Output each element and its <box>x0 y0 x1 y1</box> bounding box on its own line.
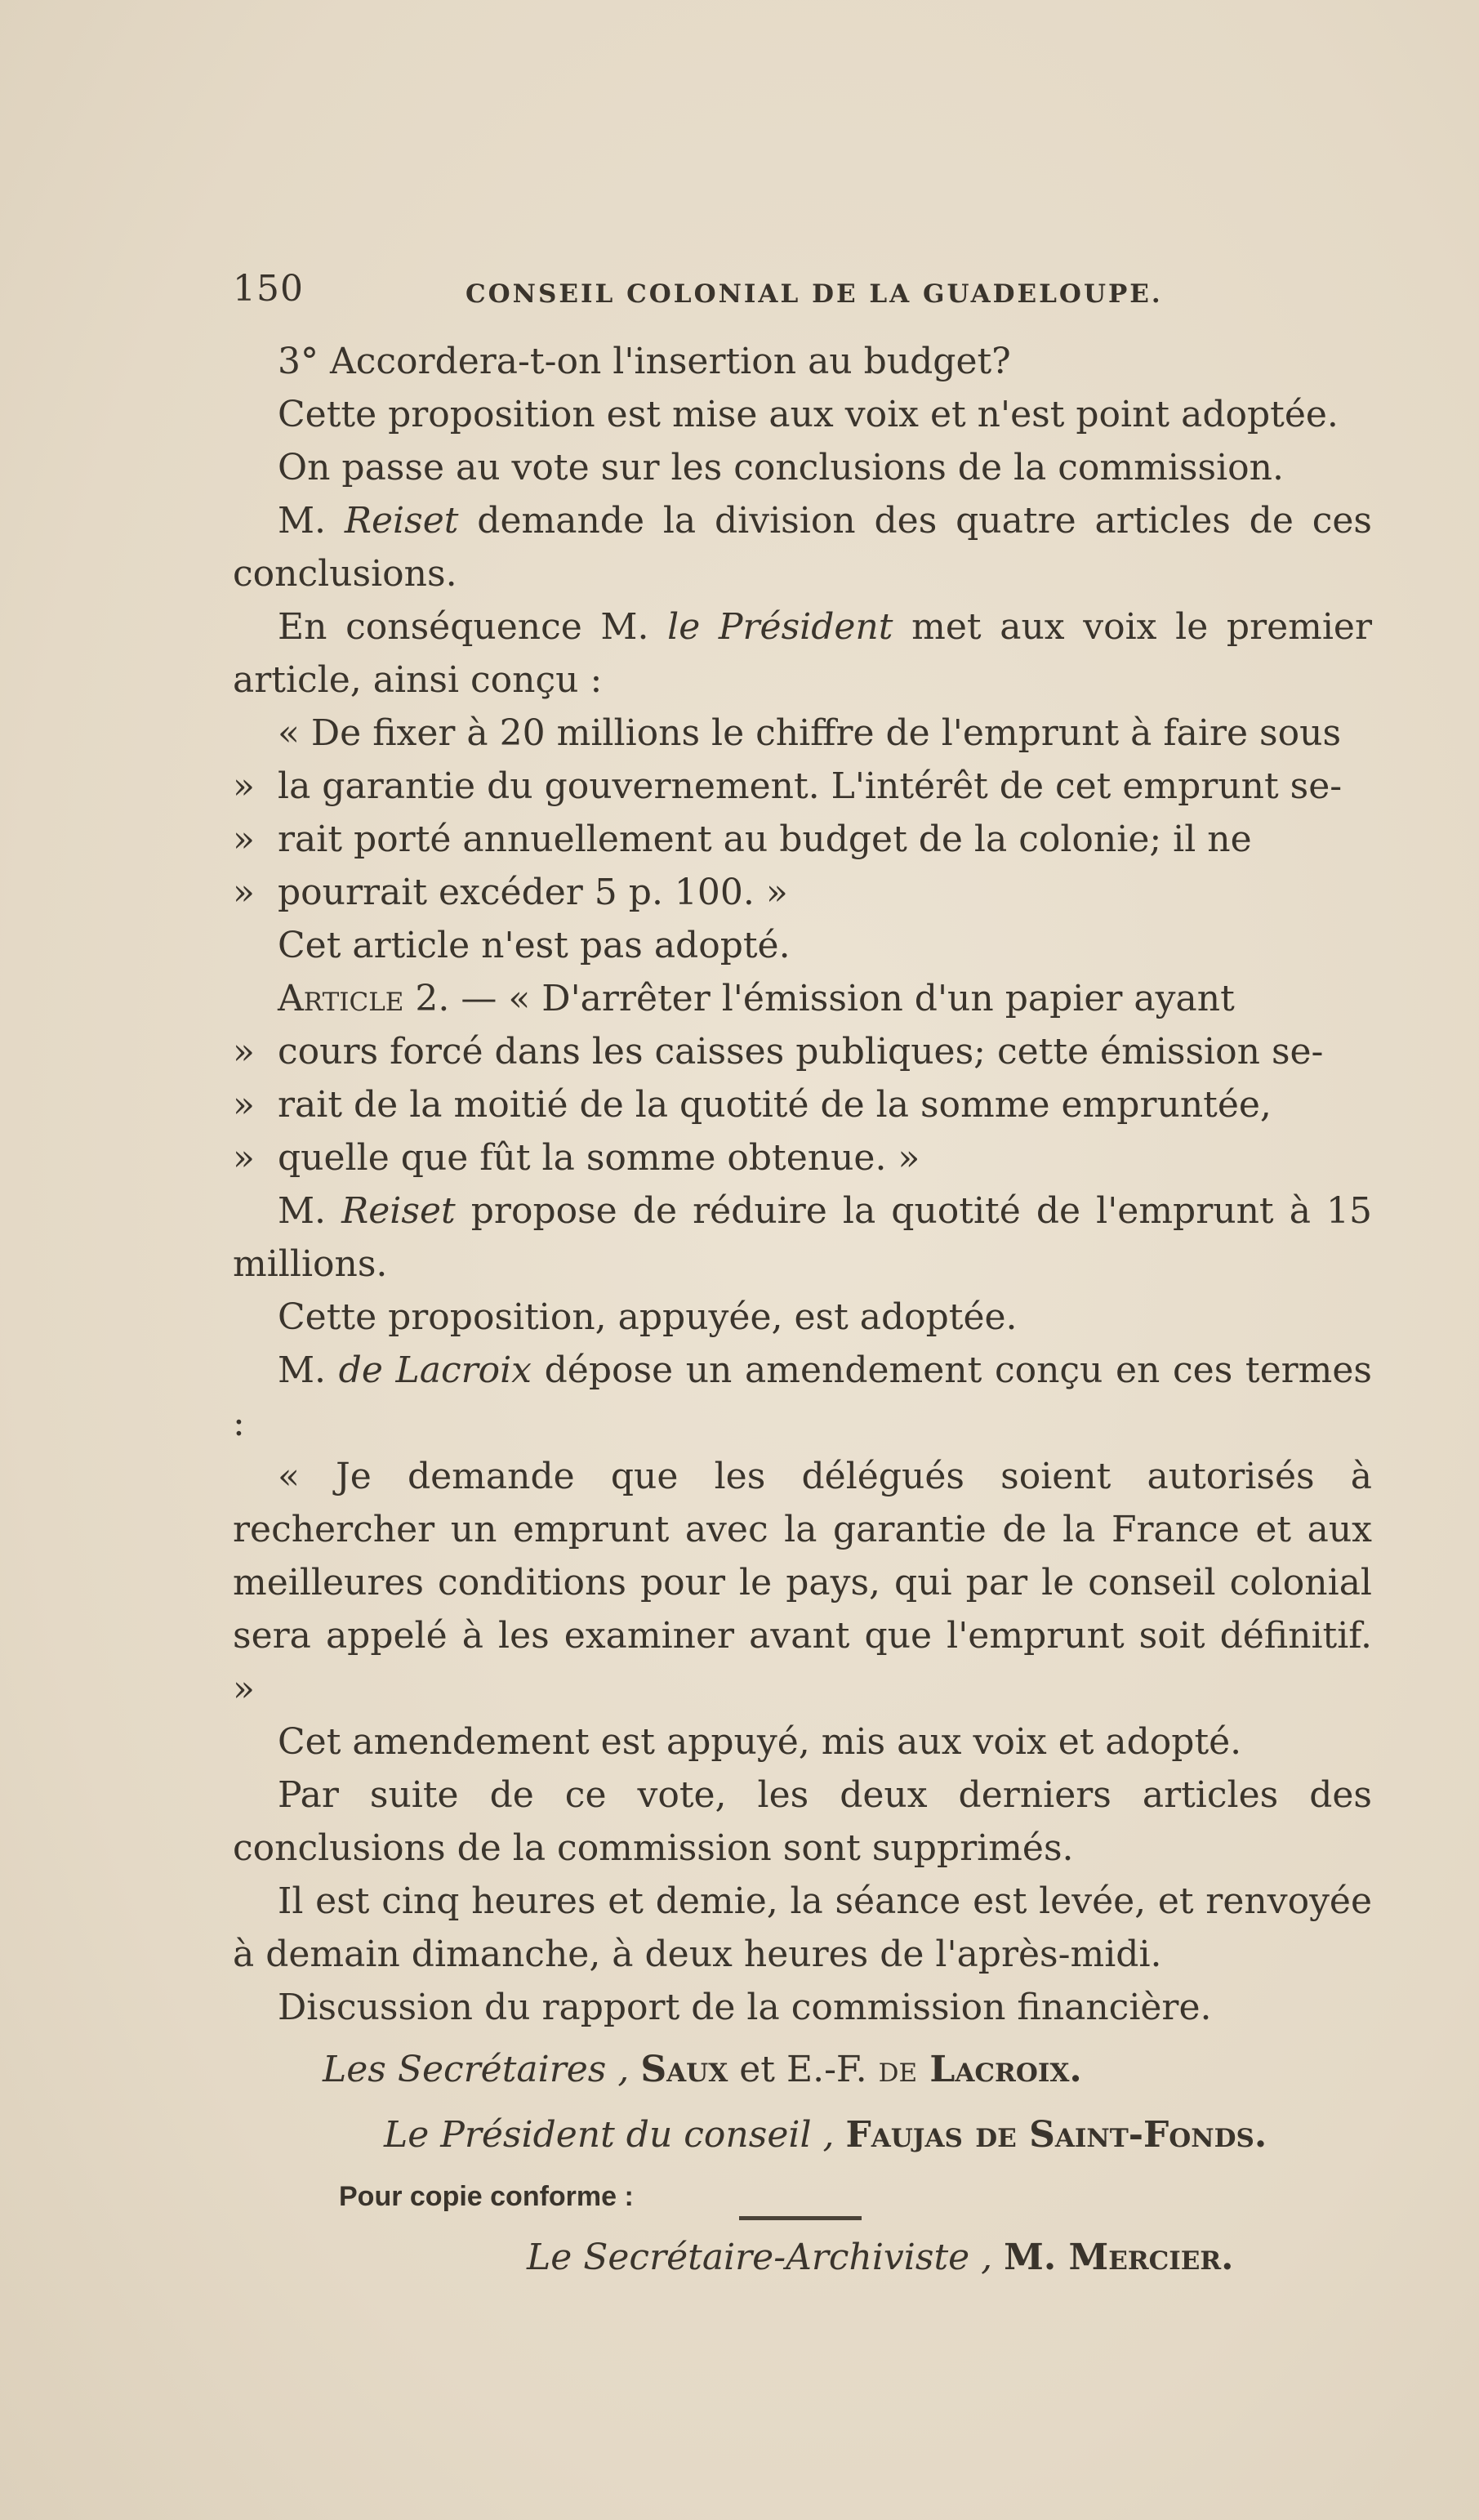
paragraph: Cette proposition est mise aux voix et n'est point adoptée. <box>278 394 1339 435</box>
quote-line: » rait porté annuellement au budget de la colonie; il ne <box>233 813 1372 866</box>
paragraph: M. Reiset propose de réduire la quotité de l'emprunt à 15 millions. <box>233 1190 1372 1285</box>
quote-line: » rait de la moitié de la quotité de la somme empruntée, <box>233 1078 1372 1131</box>
copy-statement: Pour copie conforme : <box>339 2181 634 2212</box>
closing-rule <box>739 2216 862 2220</box>
quote-article-1 <box>233 707 1372 919</box>
guillemet-marker: » <box>233 1031 255 1073</box>
page-body <box>233 335 1372 2290</box>
guillemet-marker: » <box>233 818 255 860</box>
guillemet-marker: » <box>233 765 255 807</box>
quote-line: « De fixer à 20 millions le chiffre de l'emprunt à faire sous <box>278 712 1342 754</box>
guillemet-marker: » <box>233 1084 255 1126</box>
paragraph: Cette proposition, appuyée, est adoptée. <box>278 1296 1018 1338</box>
page-number: 150 <box>233 268 304 310</box>
guillemet-marker: » <box>233 1137 255 1179</box>
paragraph: Discussion du rapport de la commission financière. <box>278 1987 1212 2028</box>
quote-line: » la garantie du gouvernement. L'intérêt de cet emprunt se- <box>233 760 1372 813</box>
paragraph: On passe au vote sur les conclusions de la commission. <box>278 447 1284 488</box>
guillemet-marker: » <box>233 872 255 913</box>
signature-president: Le Président du conseil , Faujas de Saint-Fonds. <box>384 2114 1267 2156</box>
paragraph: M. Reiset demande la division des quatre articles de ces conclusions. <box>233 500 1372 595</box>
name-president: le Président <box>667 606 893 648</box>
paragraph: Cet amendement est appuyé, mis aux voix et adopté. <box>278 1721 1242 1763</box>
quote-line: » cours forcé dans les caisses publiques; cette émission se- <box>233 1025 1372 1078</box>
quote-article-2 <box>233 972 1372 1184</box>
page-header <box>233 268 1372 317</box>
quote-line: » pourrait excéder 5 p. 100. » <box>233 866 1372 919</box>
name-reiset: Reiset <box>341 1190 456 1232</box>
name-lacroix: de Lacroix <box>338 1349 532 1391</box>
name-reiset: Reiset <box>344 500 459 542</box>
signature-secretaires: Les Secrétaires , Saux et E.-F. de Lacroix. <box>323 2049 1082 2090</box>
paragraph: Cet article n'est pas adopté. <box>278 925 791 966</box>
paragraph: En conséquence M. le Président met aux voix le premier article, ainsi conçu : <box>233 606 1373 701</box>
paragraph: 3° Accordera-t-on l'insertion au budget? <box>278 341 1011 382</box>
signature-archiviste: Le Secrétaire-Archiviste , M. Mercier. <box>527 2237 1234 2278</box>
paragraph: Il est cinq heures et demie, la séance est levée, et renvoyée à demain dimanche, à deux heures de l'après-midi. <box>233 1880 1372 1975</box>
running-head: CONSEIL COLONIAL DE LA GUADELOUPE. <box>466 279 1163 309</box>
amendment-quote: « Je demande que les délégués soient autorisés à rechercher un emprunt avec la garantie de la France et aux meilleures conditions pour le pays, qui par le conseil colonial sera appelé à les examiner avant que l'emprunt soit définitif. » <box>233 1456 1372 1710</box>
article-label: Article 2. <box>278 978 450 1019</box>
paragraph: M. de Lacroix dépose un amendement conçu en ces termes : <box>233 1349 1372 1444</box>
quote-line: » quelle que fût la somme obtenue. » <box>233 1131 1372 1184</box>
paragraph: Par suite de ce vote, les deux derniers articles des conclusions de la commission sont supprimés. <box>233 1774 1372 1869</box>
quote-line: Article 2. — « D'arrêter l'émission d'un papier ayant <box>278 978 1235 1019</box>
